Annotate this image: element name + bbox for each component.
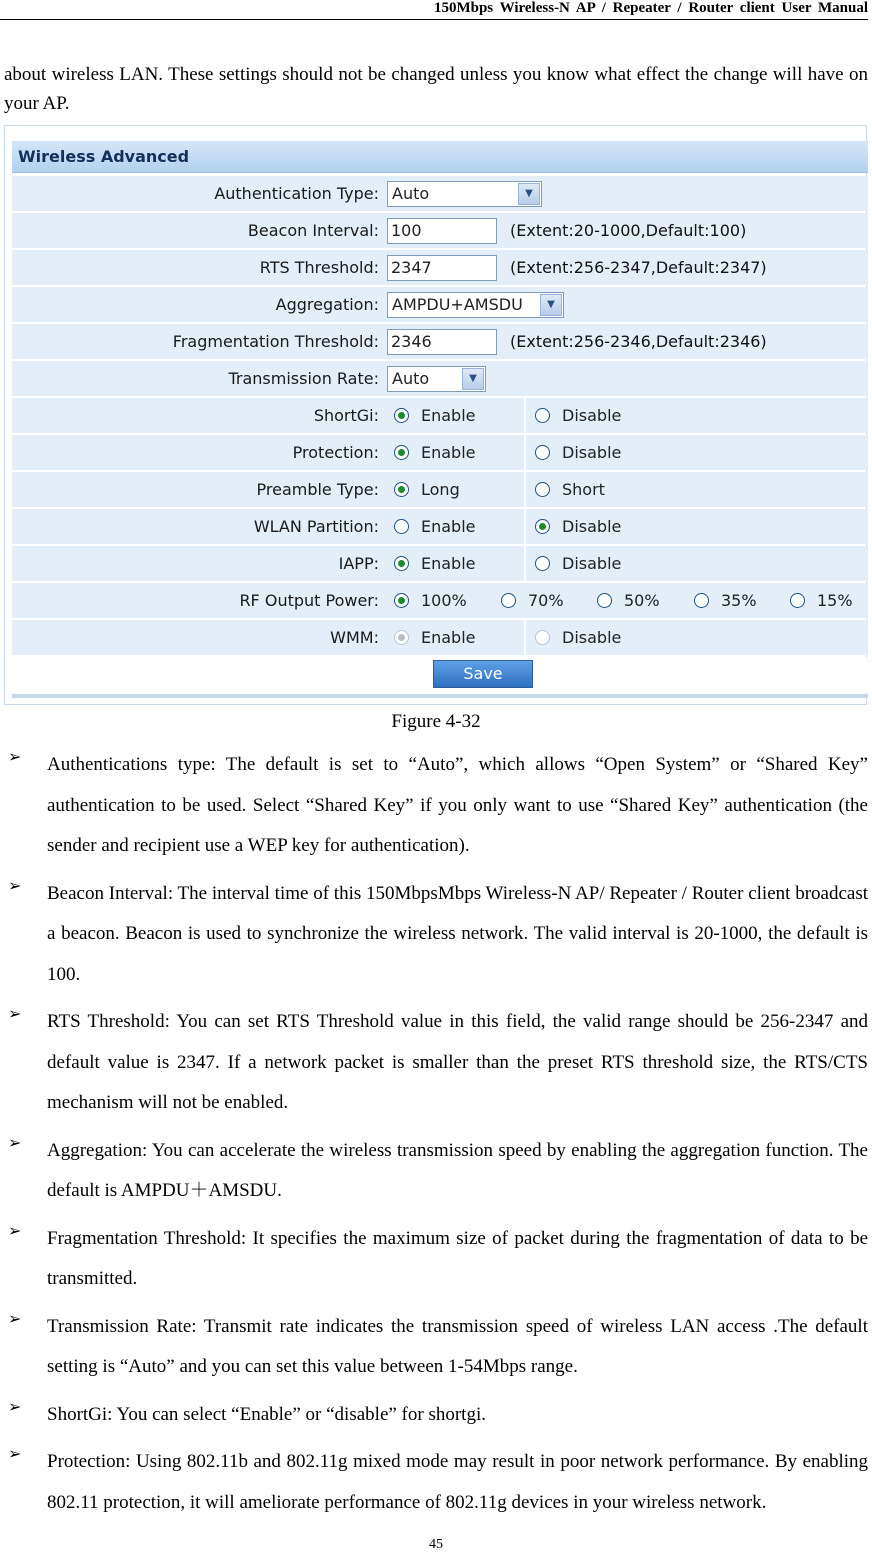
radio-disabled-selected-icon: [394, 630, 409, 645]
shortgi-disable-radio[interactable]: [535, 398, 621, 433]
figure-caption: Figure 4-32: [391, 711, 481, 732]
radio-icon: [790, 593, 805, 608]
radio-selected-icon: [394, 593, 409, 608]
rts-threshold-input[interactable]: 2347: [387, 255, 497, 281]
transmission-rate-label: Transmission Rate:: [228, 369, 379, 388]
list-item: [0, 1002, 868, 1124]
chevron-down-icon: ▼: [462, 368, 484, 390]
row-wlan-partition: [12, 509, 868, 544]
wlan-partition-enable-radio[interactable]: [394, 509, 476, 544]
chevron-down-icon: ▼: [540, 294, 562, 316]
protection-label: Protection:: [292, 443, 379, 462]
arrow-bullet-icon: ➢: [8, 1132, 22, 1152]
preamble-type-label: Preamble Type:: [256, 480, 379, 499]
fragmentation-threshold-hint: (Extent:256-2346,Default:2346): [510, 332, 767, 351]
radio-selected-icon: [394, 482, 409, 497]
protection-enable-radio[interactable]: [394, 435, 476, 470]
shortgi-enable-radio[interactable]: [394, 398, 476, 433]
authentication-type-value: Auto: [392, 184, 430, 203]
wmm-enable-label: Enable: [421, 628, 476, 647]
radio-selected-icon: [394, 445, 409, 460]
shortgi-enable-label: Enable: [421, 406, 476, 425]
bullet-list: [0, 745, 868, 1530]
chevron-down-icon: ▼: [518, 183, 540, 205]
list-item-text: Aggregation: You can accelerate the wireless transmission speed by enabling the aggregation function. The default is AMPDU＋AMSDU.: [47, 1139, 868, 1201]
wlan-partition-label: WLAN Partition:: [253, 517, 379, 536]
list-item-text: Authentications type: The default is set to “Auto”, which allows “Open System” or “Shared Key” authentication to be used. Select “Shared Key” if you only want to use “Shared Key” authentication (the sender and recipient use a WEP key for authentication).: [47, 754, 868, 856]
page-header: 150Mbps Wireless-N AP / Repeater / Router client User Manual: [0, 0, 868, 20]
rf-power-50-label: 50%: [624, 591, 660, 610]
list-item: [0, 745, 868, 867]
panel-title: Wireless Advanced: [12, 141, 868, 173]
arrow-bullet-icon: ➢: [8, 1004, 22, 1023]
row-authentication-type: [12, 176, 868, 211]
radio-icon: [535, 482, 550, 497]
radio-icon: [535, 556, 550, 571]
list-item-text: RTS Threshold: You can set RTS Threshold value in this field, the valid range should be 256-2347 and default value is 2347. If a network packet is smaller than the preset RTS threshold size, the RTS/CTS mechanism will not be enabled.: [47, 1011, 868, 1113]
radio-selected-icon: [394, 408, 409, 423]
iapp-enable-label: Enable: [421, 554, 476, 573]
list-item: [0, 1131, 868, 1212]
row-transmission-rate: [12, 361, 868, 396]
protection-disable-radio[interactable]: [535, 435, 621, 470]
radio-icon: [501, 593, 516, 608]
radio-selected-icon: [394, 556, 409, 571]
save-row: [12, 657, 868, 693]
rts-threshold-hint: (Extent:256-2347,Default:2347): [510, 258, 767, 277]
radio-icon: [597, 593, 612, 608]
radio-icon: [535, 445, 550, 460]
row-wmm: [12, 620, 868, 655]
page-number: 45: [429, 1537, 443, 1552]
rf-power-100-label: 100%: [421, 591, 467, 610]
wmm-disable-label: Disable: [562, 628, 622, 647]
wmm-disable-radio: [535, 620, 621, 655]
rf-output-power-label: RF Output Power:: [239, 591, 379, 610]
protection-disable-label: Disable: [562, 443, 622, 462]
list-item: [0, 1395, 868, 1436]
save-button[interactable]: Save: [433, 660, 533, 688]
radio-icon: [694, 593, 709, 608]
preamble-short-label: Short: [562, 480, 605, 499]
aggregation-select[interactable]: [387, 292, 564, 318]
transmission-rate-select[interactable]: [387, 366, 486, 392]
list-item: [0, 1442, 868, 1523]
row-rts-threshold: [12, 250, 868, 285]
list-item-text: Beacon Interval: The interval time of this 150MbpsMbps Wireless-N AP/ Repeater / Router client broadcast a beacon. Beacon is used to synchronize the wireless network. The valid interval is 20-1000, the default is 100.: [47, 882, 868, 985]
iapp-disable-radio[interactable]: [535, 546, 621, 581]
wlan-partition-enable-label: Enable: [421, 517, 476, 536]
intro-paragraph: about wireless LAN. These settings should not be changed unless you know what effect the change will have on your AP.: [4, 64, 868, 114]
arrow-bullet-icon: ➢: [8, 1444, 22, 1463]
preamble-short-radio[interactable]: [535, 472, 605, 507]
list-item: [0, 874, 868, 996]
radio-selected-icon: [535, 519, 550, 534]
wlan-partition-disable-radio[interactable]: [535, 509, 621, 544]
rf-power-50-radio[interactable]: [597, 583, 660, 618]
rf-power-15-radio[interactable]: [790, 583, 853, 618]
authentication-type-select[interactable]: [387, 181, 542, 207]
list-item: [0, 1219, 868, 1300]
row-rf-output-power: [12, 583, 868, 618]
fragmentation-threshold-input[interactable]: 2346: [387, 329, 497, 355]
rf-power-70-label: 70%: [528, 591, 564, 610]
rf-power-15-label: 15%: [817, 591, 853, 610]
list-item-text: Transmission Rate: Transmit rate indicates the transmission speed of wireless LAN access .The default setting is “Auto” and you can set this value between 1-54Mbps range.: [47, 1315, 868, 1377]
rts-threshold-label: RTS Threshold:: [259, 258, 379, 277]
arrow-bullet-icon: ➢: [8, 747, 22, 766]
wmm-label: WMM:: [330, 628, 379, 647]
shortgi-disable-label: Disable: [562, 406, 622, 425]
row-preamble-type: [12, 472, 868, 507]
preamble-long-radio[interactable]: [394, 472, 460, 507]
preamble-long-label: Long: [421, 480, 460, 499]
iapp-label: IAPP:: [338, 554, 379, 573]
radio-icon: [394, 519, 409, 534]
list-item-text: ShortGi: You can select “Enable” or “disable” for shortgi.: [47, 1403, 486, 1425]
beacon-interval-hint: (Extent:20-1000,Default:100): [510, 221, 747, 240]
row-protection: [12, 435, 868, 470]
aggregation-value: AMPDU+AMSDU: [392, 295, 523, 314]
shortgi-label: ShortGi:: [313, 406, 379, 425]
transmission-rate-value: Auto: [392, 369, 430, 388]
list-item-text: Protection: Using 802.11b and 802.11g mixed mode may result in poor network performance. By enabling 802.11 protection, it will ameliorate performance of 802.11g devices in your wireless network.: [47, 1451, 868, 1513]
rf-power-70-radio[interactable]: [501, 583, 564, 618]
row-aggregation: [12, 287, 868, 322]
list-item: [0, 1307, 868, 1388]
authentication-type-label: Authentication Type:: [214, 184, 379, 203]
aggregation-label: Aggregation:: [275, 295, 379, 314]
panel-bottom-bar: [12, 694, 868, 698]
iapp-enable-radio[interactable]: [394, 546, 476, 581]
row-fragmentation-threshold: [12, 324, 868, 359]
row-beacon-interval: [12, 213, 868, 248]
row-shortgi: [12, 398, 868, 433]
rf-power-100-radio[interactable]: [394, 583, 467, 618]
radio-icon: [535, 408, 550, 423]
iapp-disable-label: Disable: [562, 554, 622, 573]
rf-power-35-radio[interactable]: [694, 583, 757, 618]
rf-power-35-label: 35%: [721, 591, 757, 610]
radio-disabled-icon: [535, 630, 550, 645]
wmm-enable-radio: [394, 620, 476, 655]
arrow-bullet-icon: ➢: [8, 1308, 22, 1328]
arrow-bullet-icon: ➢: [8, 1220, 22, 1240]
list-item-text: Fragmentation Threshold: It specifies the maximum size of packet during the fragmentation of data to be transmitted.: [47, 1227, 868, 1289]
fragmentation-threshold-label: Fragmentation Threshold:: [172, 332, 379, 351]
protection-enable-label: Enable: [421, 443, 476, 462]
wlan-partition-disable-label: Disable: [562, 517, 622, 536]
row-iapp: [12, 546, 868, 581]
arrow-bullet-icon: ➢: [8, 1396, 22, 1416]
beacon-interval-label: Beacon Interval:: [247, 221, 379, 240]
beacon-interval-input[interactable]: 100: [387, 218, 497, 244]
arrow-bullet-icon: ➢: [8, 875, 22, 895]
wireless-advanced-panel: [4, 125, 867, 705]
